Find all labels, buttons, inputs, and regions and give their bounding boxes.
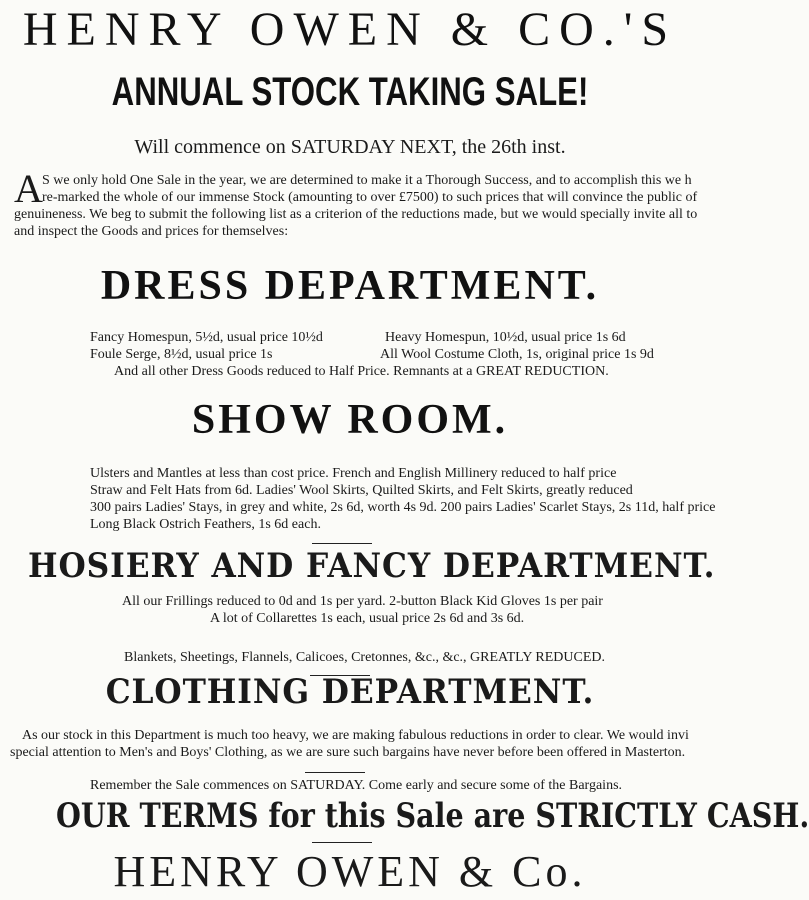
dress-item: Foule Serge, 8½d, usual price 1s [90,347,273,362]
hosiery-line: Blankets, Sheetings, Flannels, Calicoes, Cretonnes, &c., &c., GREATLY REDUCED. [124,650,606,665]
footer-signature: HENRY OWEN & Co. [113,847,587,896]
show-room-line: 300 pairs Ladies' Stays, in grey and white, 2s 6d, worth 4s 9d. 200 pairs Ladies' Scarlet Stays, 2s 11d, half price [90,500,716,515]
divider-rule [312,842,372,843]
drop-cap: A [14,166,43,211]
show-room-line: Long Black Ostrich Feathers, 1s 6d each. [90,517,321,532]
divider-rule [312,543,372,544]
intro-line: re-marked the whole of our immense Stock (amounting to over £7500) to such prices that will convince the public of [42,190,698,205]
terms-line: OUR TERMS for this Sale are STRICTLY CASH. [56,796,809,836]
divider-rule [305,772,365,773]
reminder-line: Remember the Sale commences on SATURDAY. Come early and secure some of the Bargains. [90,778,623,793]
sale-headline: ANNUAL STOCK TAKING SALE! [111,70,589,114]
clothing-line: As our stock in this Department is much too heavy, we are making fabulous reductions in order to clear. We would invi [22,728,689,743]
dress-item: All Wool Costume Cloth, 1s, original price 1s 9d [380,347,654,362]
dress-department-heading: DRESS DEPARTMENT. [100,263,600,309]
dress-item: Fancy Homespun, 5½d, usual price 10½d [90,330,323,345]
commence-line: Will commence on SATURDAY NEXT, the 26th inst. [134,136,566,158]
hosiery-department-heading: HOSIERY AND FANCY DEPARTMENT. [28,546,716,586]
show-room-line: Ulsters and Mantles at less than cost price. French and English Millinery reduced to half price [90,466,617,481]
show-room-heading: SHOW ROOM. [191,397,509,443]
intro-line: S we only hold One Sale in the year, we are determined to make it a Thorough Success, and to accomplish this we h [42,173,692,188]
show-room-line: Straw and Felt Hats from 6d. Ladies' Wool Skirts, Quilted Skirts, and Felt Skirts, greatly reduced [90,483,633,498]
masthead: HENRY OWEN & CO.'S [22,3,678,56]
clothing-line: special attention to Men's and Boys' Clothing, as we are sure such bargains have never before been offered in Masterton. [10,745,686,760]
intro-line: and inspect the Goods and prices for themselves: [14,224,289,239]
intro-line: genuineness. We beg to submit the following list as a criterion of the reductions made, but we would specially invite all to [14,207,698,222]
hosiery-line: A lot of Collarettes 1s each, usual price 2s 6d and 3s 6d. [210,611,525,626]
hosiery-line: All our Frillings reduced to 0d and 1s per yard. 2-button Black Kid Gloves 1s per pair [122,594,603,609]
clothing-department-heading: CLOTHING DEPARTMENT. [105,672,595,712]
dress-item: Heavy Homespun, 10½d, usual price 1s 6d [385,330,626,345]
dress-note: And all other Dress Goods reduced to Half Price. Remnants at a GREAT REDUCTION. [114,364,609,379]
